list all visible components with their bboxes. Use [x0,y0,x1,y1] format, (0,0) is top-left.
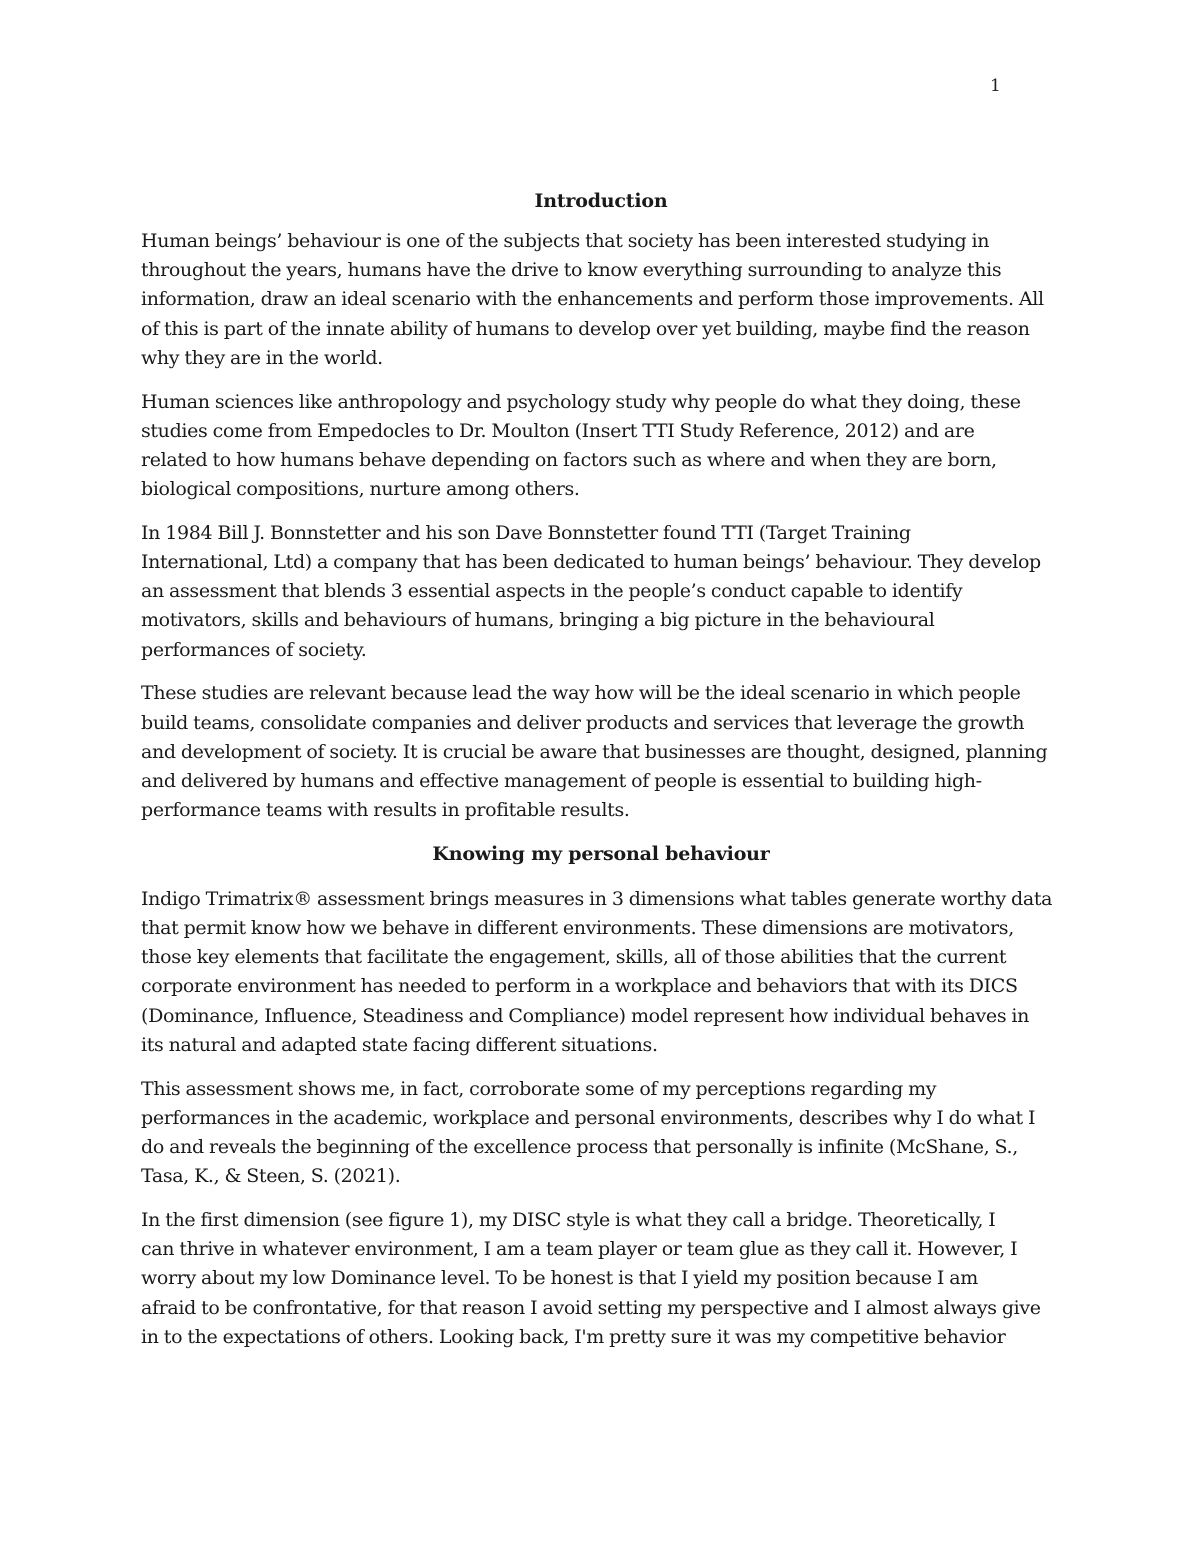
text-line: performance teams with results in profitable results. [141,799,630,822]
text-line: These studies are relevant because lead the way how will be the ideal scenario in which people [141,682,1021,705]
text-line: why they are in the world. [141,346,383,369]
text-line: in to the expectations of others. Looking back, I'm pretty sure it was my competitive behavior [141,1325,1006,1348]
text-line: can thrive in whatever environment, I am a team player or team glue as they call it. However, I [141,1238,1018,1261]
text-line: Human sciences like anthropology and psychology study why people do what they doing, these [141,390,1021,413]
heading-knowing-behaviour: Knowing my personal behaviour [432,842,770,865]
paragraph-tti-history [141,519,1061,665]
text-line: Human beings’ behaviour is one of the subjects that society has been interested studying in [141,230,990,252]
document-body [141,187,1061,1366]
text-line: performances of society. [141,638,367,661]
text-line: worry about my low Dominance level. To be honest is that I yield my position because I am [141,1267,978,1290]
text-line: corporate environment has needed to perform in a workplace and behaviors that with its DICS [141,975,1018,998]
text-line: studies come from Empedocles to Dr. Moulton (Insert TTI Study Reference, 2012) and are [141,419,975,442]
text-line: information, draw an ideal scenario with the enhancements and perform those improvements. All [141,288,1044,311]
text-line: performances in the academic, workplace and personal environments, describes why I do what I [141,1106,1036,1129]
text-line: afraid to be confrontative, for that reason I avoid setting my perspective and I almost always give [141,1296,1041,1319]
text-line: Tasa, K., & Steen, S. (2021). [141,1165,401,1188]
text-line: This assessment shows me, in fact, corroborate some of my perceptions regarding my [141,1077,937,1100]
text-line: an assessment that blends 3 essential aspects in the people’s conduct capable to identify [141,580,963,603]
text-line: do and reveals the beginning of the excellence process that personally is infinite (McShane, S., [141,1135,1018,1158]
heading-introduction: Introduction [534,190,668,212]
paragraph-assessment-perceptions [141,1075,1061,1192]
text-line: (Dominance, Influence, Steadiness and Compliance) model represent how individual behaves in [141,1004,1030,1027]
paragraph-trimatrix [141,885,1061,1060]
paragraph-disc-style [141,1206,1061,1352]
text-line: its natural and adapted state facing different situations. [141,1033,658,1056]
text-line: biological compositions, nurture among others. [141,478,580,501]
page-number: 1 [990,76,1001,96]
text-line: of this is part of the innate ability of humans to develop over yet building, maybe find the reason [141,317,1030,340]
text-line: related to how humans behave depending on factors such as where and when they are born, [141,448,997,471]
paragraph-human-sciences [141,388,1061,505]
paragraph-relevance [141,679,1061,825]
text-line: those key elements that facilitate the engagement, skills, all of those abilities that the current [141,946,1007,969]
text-line: motivators, skills and behaviours of humans, bringing a big picture in the behavioural [141,609,935,632]
text-line: throughout the years, humans have the drive to know everything surrounding to analyze this [141,259,1002,282]
text-line: build teams, consolidate companies and deliver products and services that leverage the growth [141,711,1025,734]
paragraph-human-behaviour [141,227,1061,373]
text-line: and delivered by humans and effective management of people is essential to building high- [141,769,982,792]
text-line: In 1984 Bill J. Bonnstetter and his son Dave Bonnstetter found TTI (Target Training [141,521,911,544]
text-line: Indigo Trimatrix® assessment brings measures in 3 dimensions what tables generate worthy data [141,887,1053,910]
text-line: In the first dimension (see figure 1), my DISC style is what they call a bridge. Theoretically, I [141,1208,996,1231]
text-line: and development of society. It is crucial be aware that businesses are thought, designed, planning [141,740,1048,763]
text-line: International, Ltd) a company that has been dedicated to human beings’ behaviour. They develop [141,551,1041,574]
text-line: that permit know how we behave in different environments. These dimensions are motivators, [141,917,1014,940]
